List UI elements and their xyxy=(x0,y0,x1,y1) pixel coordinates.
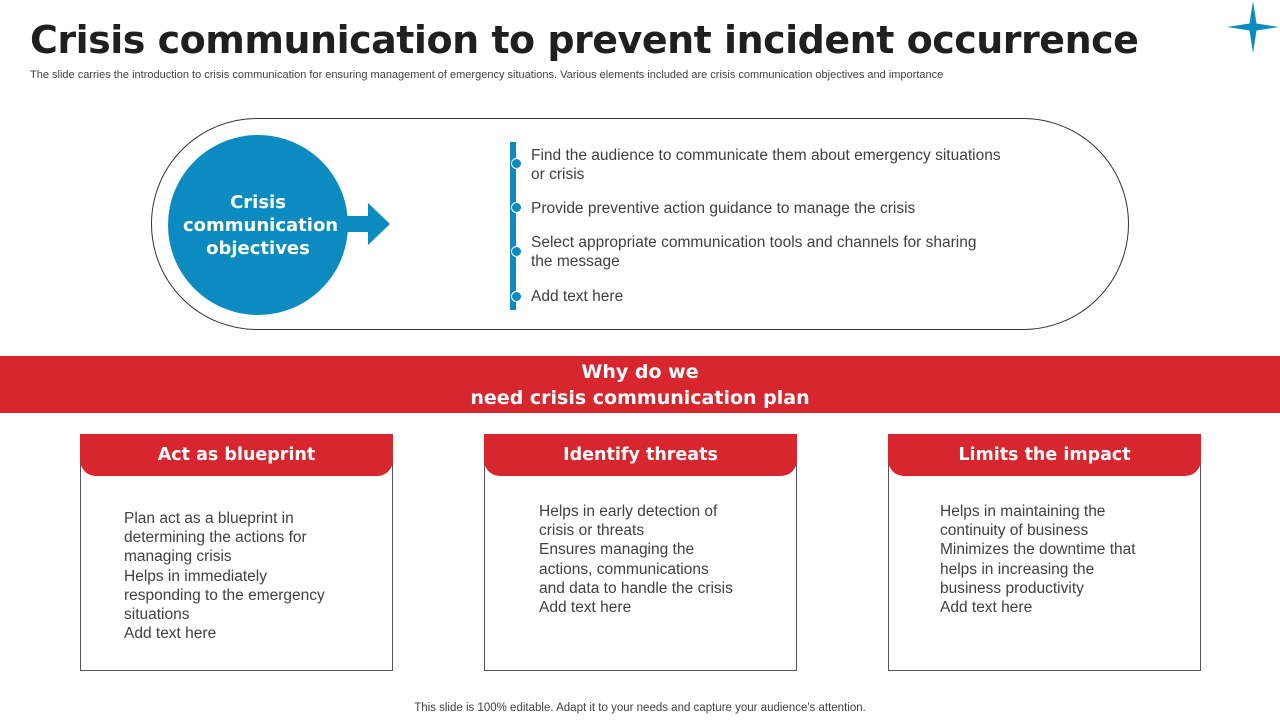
card-line: Helps in maintaining the xyxy=(940,503,1106,520)
card-body xyxy=(940,502,1136,617)
bullet-dot-icon xyxy=(511,158,522,169)
card-line: Plan act as a blueprint in xyxy=(124,510,294,527)
card-line: business productivity xyxy=(940,579,1084,597)
bullet-dot-icon xyxy=(511,246,522,257)
card-line: and data to handle the crisis xyxy=(539,579,733,597)
card-line: Minimizes the downtime that xyxy=(940,541,1136,559)
card-title: Identify threats xyxy=(484,434,797,476)
card-line: Helps in early detection of xyxy=(539,503,718,520)
why-banner-line1: Why do we xyxy=(581,360,699,383)
why-banner xyxy=(0,356,1280,413)
card-line: Add text here xyxy=(940,599,1033,617)
bullet-dot-icon xyxy=(511,291,522,302)
arrow-right-icon xyxy=(344,203,390,245)
objective-item: Provide preventive action guidance to manage the crisis xyxy=(531,200,916,217)
objectives-circle-label: Crisis communication objectives xyxy=(183,191,339,259)
card-identify-threats xyxy=(484,434,797,671)
card-line: Ensures managing the xyxy=(539,541,695,559)
card-line: situations xyxy=(124,606,190,624)
card-body xyxy=(124,509,325,643)
card-line: actions, communications xyxy=(539,560,709,578)
objectives-circle xyxy=(168,135,348,315)
card-line: Add text here xyxy=(124,625,217,643)
card-body xyxy=(539,502,733,617)
card-line: determining the actions for xyxy=(124,529,307,547)
star-logo-icon xyxy=(1226,0,1280,54)
card-limits-the-impact xyxy=(888,434,1201,671)
card-title: Limits the impact xyxy=(888,434,1201,476)
card-line: helps in increasing the xyxy=(940,560,1095,578)
page-title: Crisis communication to prevent incident occurrence xyxy=(30,18,1139,62)
footer-note: This slide is 100% editable. Adapt it to your needs and capture your audience's attention. xyxy=(414,702,866,714)
card-line: managing crisis xyxy=(124,548,232,566)
card-title: Act as blueprint xyxy=(80,434,393,476)
page-subtitle: The slide carries the introduction to crisis communication for ensuring management of emergency situations. Various elements included are crisis communication objectives and importance xyxy=(30,69,944,81)
card-line: crisis or threats xyxy=(539,522,645,540)
objective-item: Find the audience to communicate them about emergency situations or crisis xyxy=(531,147,1001,183)
card-line: continuity of business xyxy=(940,522,1089,540)
objective-item: Add text here xyxy=(531,288,624,305)
card-line: Add text here xyxy=(539,599,632,617)
why-banner-line2: need crisis communication plan xyxy=(470,386,810,409)
card-line: responding to the emergency xyxy=(124,586,325,604)
bullet-dot-icon xyxy=(511,202,522,213)
card-line: Helps in immediately xyxy=(124,567,267,585)
card-act-as-blueprint xyxy=(80,434,393,671)
objective-item: Select appropriate communication tools and channels for sharing the message xyxy=(531,234,977,270)
